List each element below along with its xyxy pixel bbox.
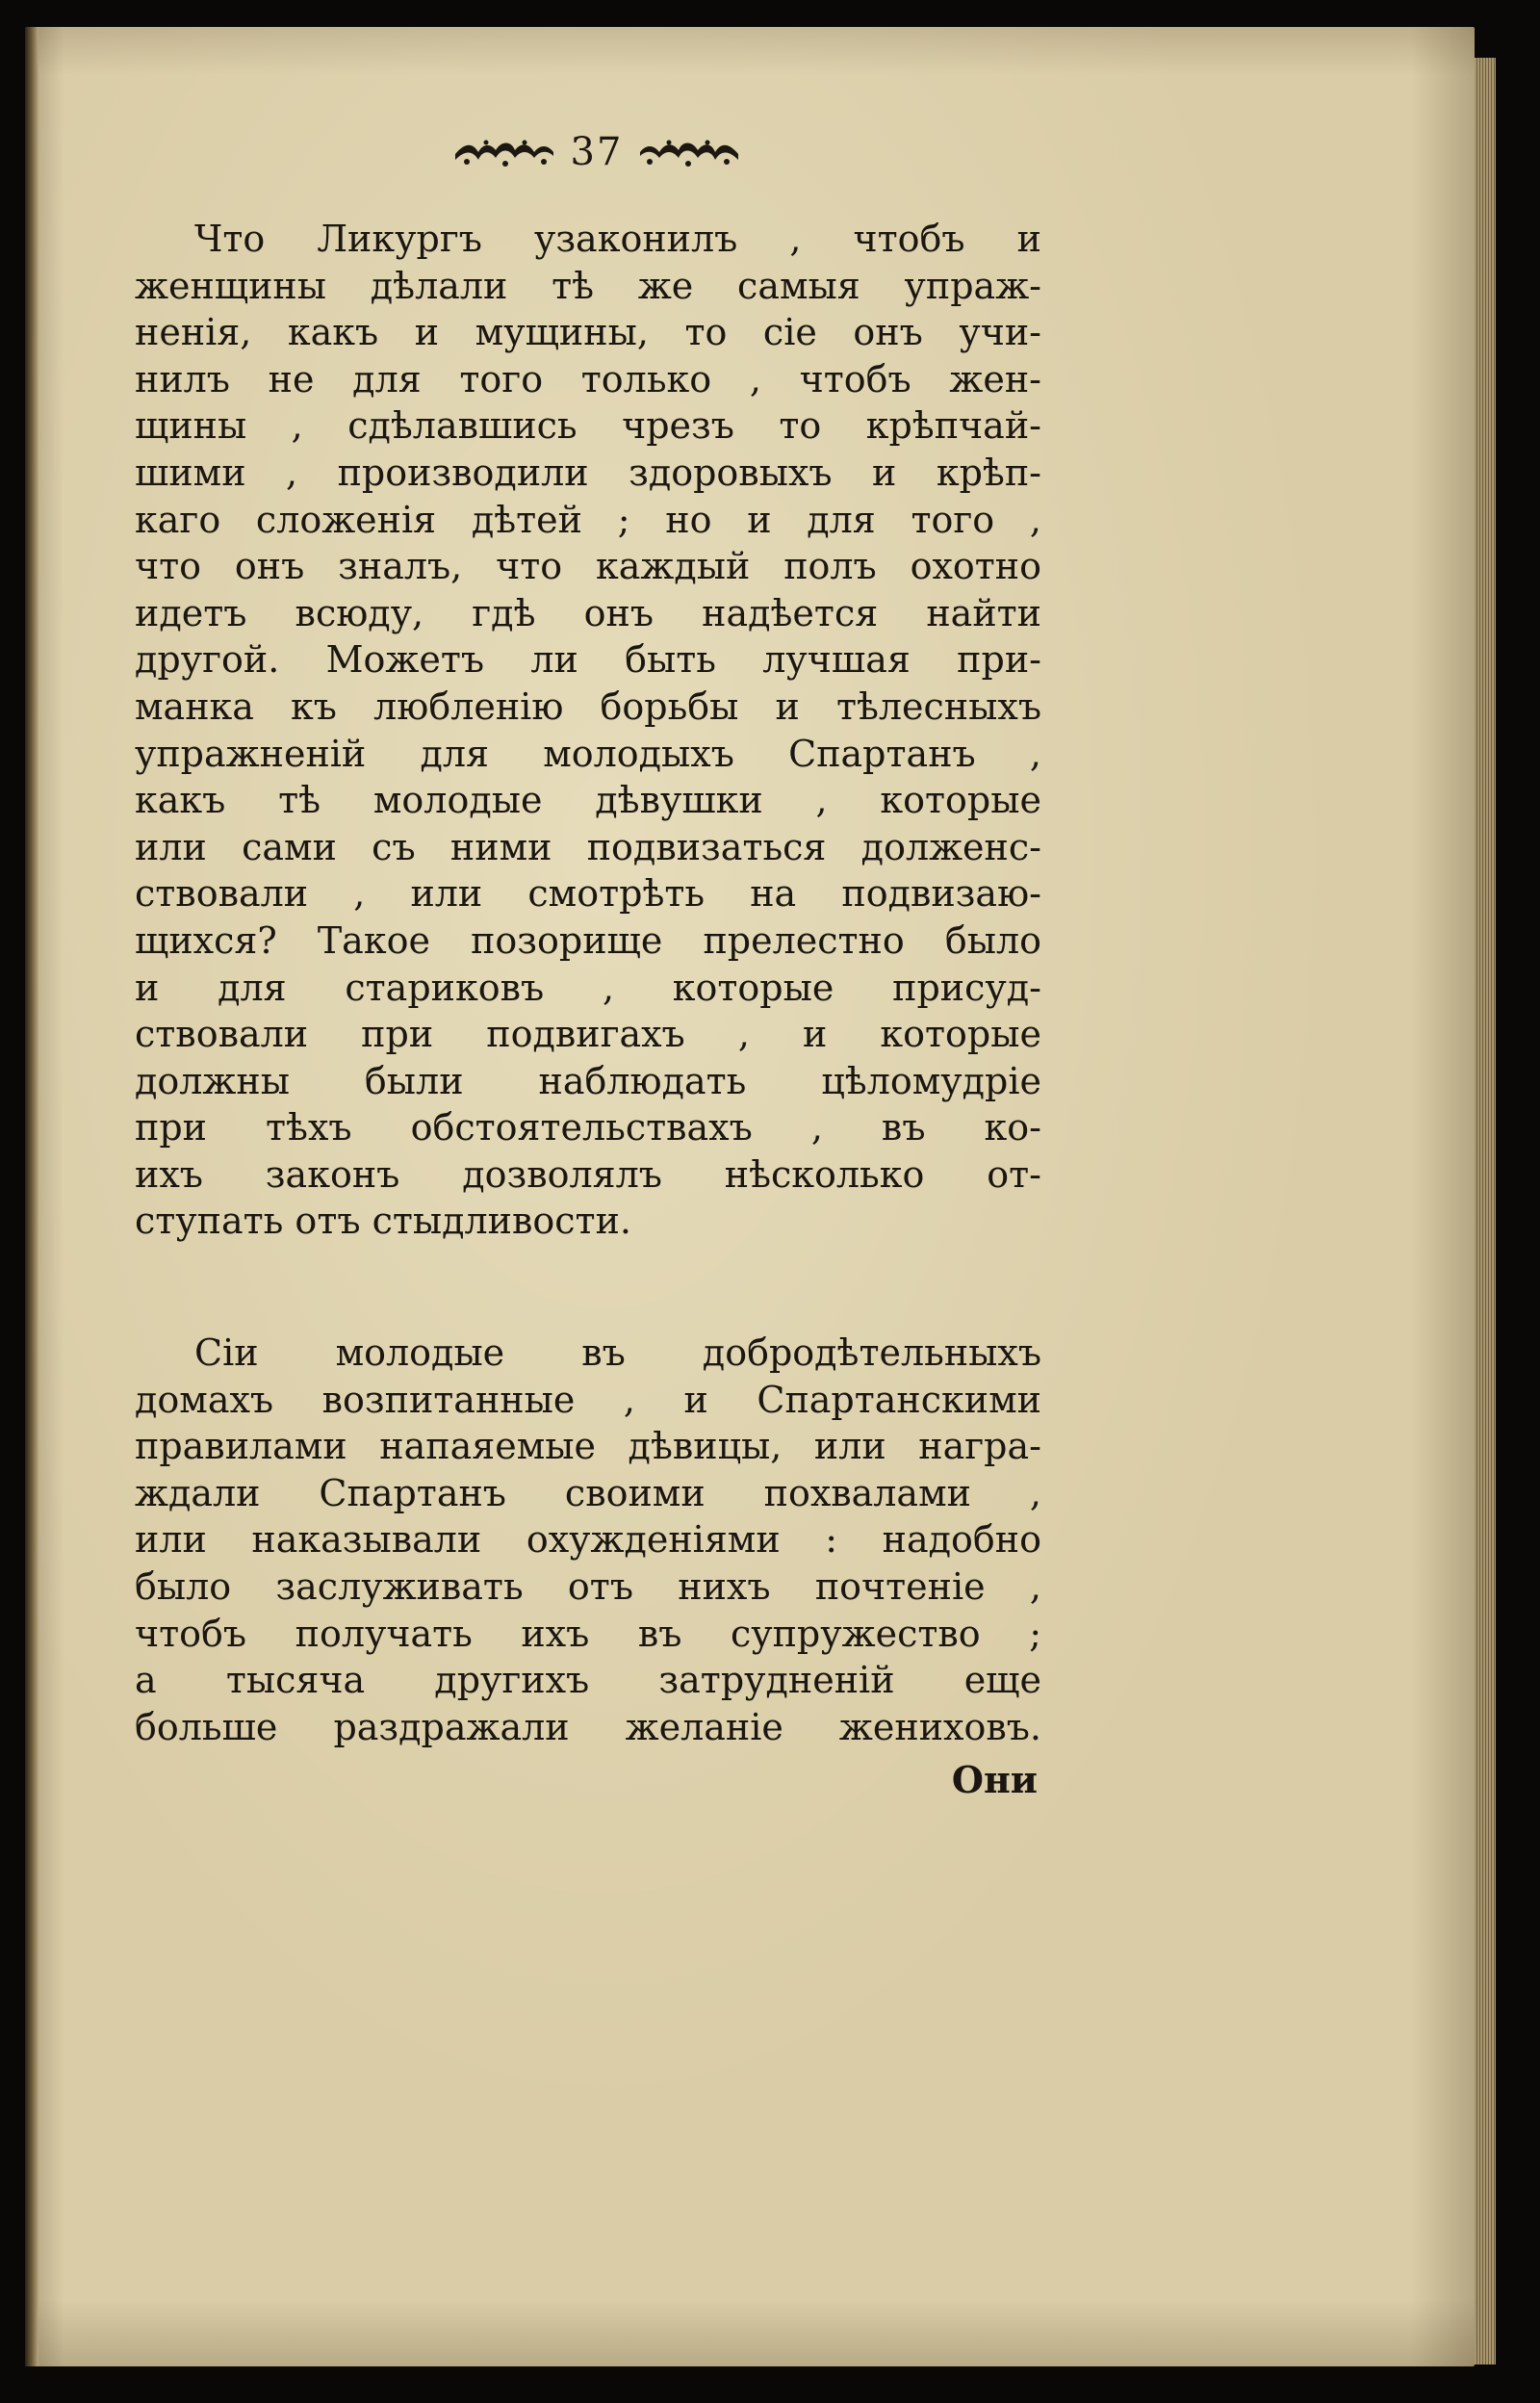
catchword: Они	[951, 1758, 1038, 1801]
text-line: было заслуживать отъ нихъ почтеніе ,	[135, 1564, 1041, 1608]
text-line: Сіи молодые въ добродѣтельныхъ	[194, 1331, 1041, 1374]
floral-ornament-left-icon	[451, 133, 557, 171]
text-line: шими , производили здоровыхъ и крѣп-	[135, 451, 1041, 494]
page-number: 37	[570, 130, 624, 174]
text-line: или сами съ ними подвизаться долженс-	[135, 825, 1041, 868]
text-line: упражненій для молодыхъ Спартанъ ,	[135, 732, 1041, 775]
text-line: а тысяча другихъ затрудненій еще	[135, 1659, 1041, 1702]
text-line: идетъ всюду, гдѣ онъ надѣется найти	[135, 591, 1041, 634]
floral-ornament-right-icon	[636, 133, 742, 171]
binding-gutter	[25, 27, 38, 2366]
page-fore-edge	[1475, 58, 1496, 2364]
text-line: щины , сдѣлавшись чрезъ то крѣпчай-	[135, 404, 1041, 448]
text-line: другой. Можетъ ли быть лучшая при-	[135, 638, 1041, 682]
text-line: ненія, какъ и мущины, то сіе онъ учи-	[135, 311, 1041, 354]
text-line: нилъ не для того только , чтобъ жен-	[135, 357, 1041, 400]
text-line: ждали Спартанъ своими похвалами ,	[135, 1471, 1041, 1514]
text-line: ствовали при подвигахъ , и которые	[135, 1013, 1041, 1056]
text-line: женщины дѣлали тѣ же самыя упраж-	[135, 264, 1041, 307]
text-line: каго сложенія дѣтей ; но и для того ,	[135, 498, 1041, 541]
text-line: щихся? Такое позорище прелестно было	[135, 918, 1041, 962]
text-line: ствовали , или смотрѣть на подвизаю-	[135, 872, 1041, 916]
text-line: правилами напаяемые дѣвицы, или награ-	[135, 1425, 1041, 1468]
paragraph-1	[135, 216, 1041, 1245]
text-line: Что Ликургъ узаконилъ , чтобъ и	[194, 218, 1041, 260]
text-line: ступать отъ стыдливости.	[135, 1200, 631, 1243]
text-line: чтобъ получать ихъ въ супружество ;	[135, 1612, 1041, 1655]
text-line: ихъ законъ дозволялъ нѣсколько от-	[135, 1152, 1041, 1196]
text-line: или наказывали охужденіями : надобно	[135, 1518, 1041, 1562]
page-header	[414, 123, 780, 181]
paragraph-2	[135, 1330, 1041, 1750]
text-line: домахъ возпитанные , и Спартанскими	[135, 1378, 1041, 1421]
text-line: больше раздражали желаніе жениховъ.	[135, 1705, 1041, 1748]
text-line: какъ тѣ молодые дѣвушки , которые	[135, 779, 1041, 822]
text-line: манка къ любленію борьбы и тѣлесныхъ	[135, 685, 1041, 728]
text-line: и для стариковъ , которые присуд-	[135, 966, 1041, 1009]
text-line: должны были наблюдать цѣломудріе	[135, 1059, 1041, 1102]
text-line: что онъ зналъ, что каждый полъ охотно	[135, 545, 1041, 588]
text-line: при тѣхъ обстоятельствахъ , въ ко-	[135, 1106, 1041, 1150]
